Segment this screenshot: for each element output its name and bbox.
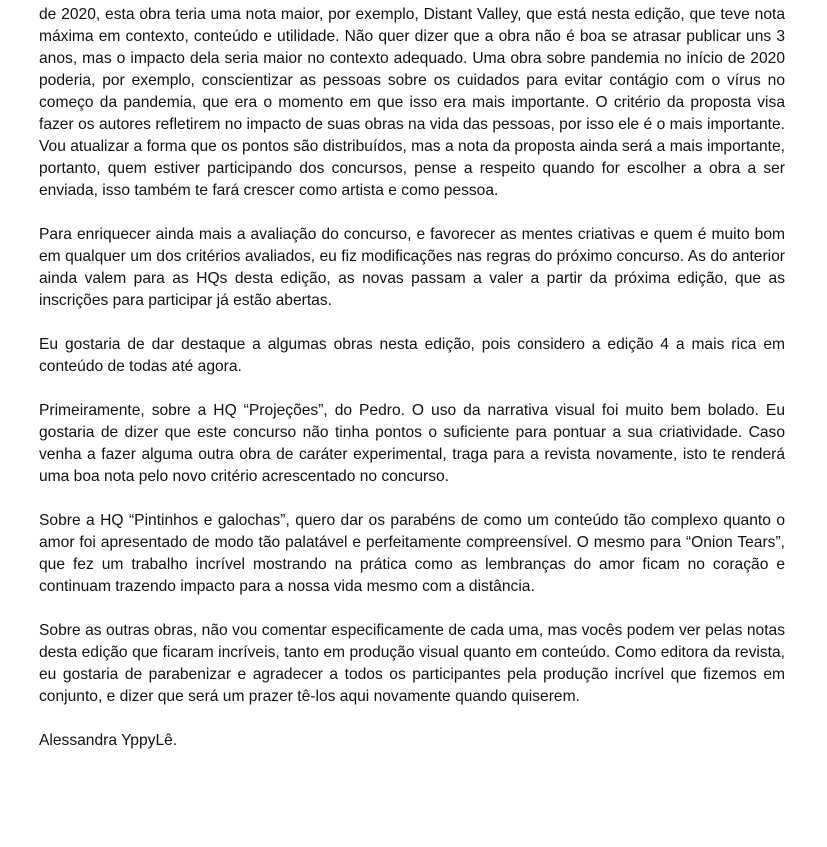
paragraph-highlights-intro: Eu gostaria de dar destaque a algumas obras nesta edição, pois considero a edição 4 a mais rica em conteúdo de todas até agora. (39, 336, 785, 375)
paragraph-rule-changes: Para enriquecer ainda mais a avaliação do concurso, e favorecer as mentes criativas e quem é muito bom em qualquer um dos critérios avaliados, eu fiz modificações nas regras do próximo concurso. As do anterior ainda valem para as HQs desta edição, as novas passam a valer a partir da próxima edição, que as inscrições para participar já estão abertas. (39, 226, 785, 309)
paragraph-criteria-impact: de 2020, esta obra teria uma nota maior, por exemplo, Distant Valley, que está nesta edição, que teve nota máxima em contexto, conteúdo e utilidade. Não quer dizer que a obra não é boa se atrasar publicar uns 3 anos, mas o impacto dela seria maior no contexto adequado. Uma obra sobre pandemia no início de 2020 poderia, por exemplo, conscientizar as pessoas sobre os cuidados para evitar contágio com o vírus no começo da pandemia, que era o momento em que isso era mais importante. O critério da proposta visa fazer os autores refletirem no impacto de suas obras na vida das pessoas, por isso ele é o mais importante. Vou atualizar a forma que os pontos são distribuídos, mas a nota da proposta ainda será a mais importante, portanto, quem estiver participando dos concursos, pense a respeito quando for escolher a obra a ser enviada, isso também te fará crescer como artista e como pessoa. (39, 6, 785, 199)
paragraph-projecoes: Primeiramente, sobre a HQ “Projeções”, do Pedro. O uso da narrativa visual foi muito bem bolado. Eu gostaria de dizer que este concurso não tinha pontos o suficiente para pontuar a sua criatividade. Caso venha a fazer alguma outra obra de caráter experimental, traga para a revista novamente, isto te renderá uma boa nota pelo novo critério acrescentado no concurso. (39, 402, 785, 485)
paragraph-closing: Sobre as outras obras, não vou comentar especificamente de cada uma, mas vocês podem ver pelas notas desta edição que ficaram incríveis, tanto em produção visual quanto em conteúdo. Como editora da revista, eu gostaria de parabenizar e agradecer a todos os participantes pela produção incrível que fizemos em conjunto, e dizer que será um prazer tê-los aqui novamente quando quiserem. (39, 622, 785, 705)
document-page (39, 4, 785, 752)
signature: Alessandra YppyLê. (39, 732, 178, 749)
paragraph-pintinhos-onion-tears: Sobre a HQ “Pintinhos e galochas”, quero dar os parabéns de como um conteúdo tão complexo quanto o amor foi apresentado de modo tão palatável e perfeitamente compreensível. O mesmo para “Onion Tears”, que fez um trabalho incrível mostrando na prática como as lembranças do amor ficam no coração e continuam trazendo impacto para a nossa vida mesmo com a distância. (39, 512, 785, 595)
